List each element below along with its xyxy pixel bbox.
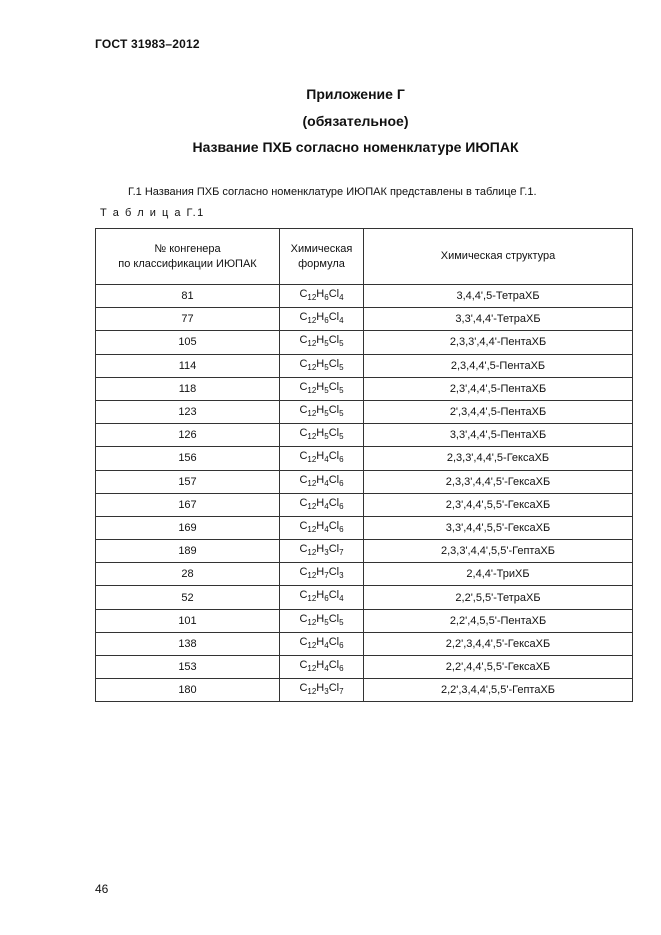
formula-subscript: 5 <box>339 432 344 442</box>
chemical-formula-cell: $C_{12}H_4Cl_6$ <box>280 656 364 679</box>
formula-subscript: 12 <box>307 455 317 465</box>
chemical-structure-cell: 2,2',4,5,5'-ПентаХБ <box>364 609 633 632</box>
formula-subscript: 7 <box>339 548 344 558</box>
formula-subscript: 4 <box>324 525 329 535</box>
chemical-formula-cell: $C_{12}H_5Cl_5$ <box>280 400 364 423</box>
chemical-formula-cell: $C_{12}H_6Cl_4$ <box>280 586 364 609</box>
pcb-names-table <box>95 228 633 702</box>
formula-subscript: 12 <box>307 571 317 581</box>
congener-number-cell: 138 <box>96 632 280 655</box>
formula-subscript: 6 <box>339 501 344 511</box>
formula-subscript: 6 <box>324 594 329 604</box>
table-row <box>96 377 633 400</box>
chemical-formula-cell: $C_{12}H_6Cl_4$ <box>280 308 364 331</box>
chemical-formula-cell: $C_{12}H_4Cl_6$ <box>280 493 364 516</box>
table-row <box>96 656 633 679</box>
chemical-formula-cell: $C_{12}H_3Cl_7$ <box>280 679 364 702</box>
chemical-formula-cell: $C_{12}H_7Cl_3$ <box>280 563 364 586</box>
formula-subscript: 12 <box>307 409 317 419</box>
chemical-formula-cell: $C_{12}H_4Cl_6$ <box>280 470 364 493</box>
formula-subscript: 6 <box>339 455 344 465</box>
formula-subscript: 4 <box>339 594 344 604</box>
formula-subscript: 5 <box>324 617 329 627</box>
header-formula-line1: Химическая <box>290 242 353 255</box>
congener-number-cell: 126 <box>96 424 280 447</box>
chemical-structure-cell: 2,2',4,4',5,5'-ГексаХБ <box>364 656 633 679</box>
chemical-structure-cell: 2,2',3,4,4',5'-ГексаХБ <box>364 632 633 655</box>
intro-paragraph: Г.1 Названия ПХБ согласно номенклатуре ИЮПАК представлены в таблице Г.1. <box>128 186 537 198</box>
formula-subscript: 6 <box>339 641 344 650</box>
formula-subscript: 12 <box>307 432 317 442</box>
chemical-structure-cell: 3,3',4,4',5,5'-ГексаХБ <box>364 516 633 539</box>
formula-subscript: 6 <box>324 316 329 326</box>
table-row <box>96 586 633 609</box>
congener-number-cell: 123 <box>96 400 280 423</box>
header-chemical-structure: Химическая структура <box>364 229 633 285</box>
formula-subscript: 4 <box>324 664 329 674</box>
formula-subscript: 12 <box>307 339 317 349</box>
chemical-formula-cell: $C_{12}H_6Cl_4$ <box>280 285 364 308</box>
annex-heading: Название ПХБ согласно номенклатуре ИЮПАК <box>192 139 519 155</box>
formula-subscript: 5 <box>324 339 329 349</box>
congener-number-cell: 77 <box>96 308 280 331</box>
chemical-formula-cell: $C_{12}H_5Cl_5$ <box>280 331 364 354</box>
annex-title: Приложение Г <box>306 86 405 102</box>
congener-number-cell: 167 <box>96 493 280 516</box>
formula-subscript: 12 <box>307 478 317 488</box>
table-row <box>96 285 633 308</box>
header-congener-line1: № конгенера <box>154 242 221 255</box>
congener-number-cell: 169 <box>96 516 280 539</box>
formula-subscript: 12 <box>307 362 317 372</box>
formula-subscript: 4 <box>324 641 329 650</box>
formula-subscript: 6 <box>339 664 344 674</box>
document-header: ГОСТ 31983–2012 <box>95 37 200 51</box>
congener-number-cell: 157 <box>96 470 280 493</box>
chemical-structure-cell: 2,4,4'-ТриХБ <box>364 563 633 586</box>
chemical-formula-cell: $C_{12}H_5Cl_5$ <box>280 424 364 447</box>
formula-subscript: 5 <box>324 362 329 372</box>
formula-subscript: 4 <box>324 455 329 465</box>
table-row <box>96 609 633 632</box>
formula-subscript: 4 <box>324 501 329 511</box>
formula-subscript: 12 <box>307 316 317 326</box>
formula-subscript: 5 <box>324 432 329 442</box>
chemical-structure-cell: 2,2',5,5'-ТетраХБ <box>364 586 633 609</box>
formula-subscript: 12 <box>307 548 317 558</box>
chemical-structure-cell: 2,3',4,4',5,5'-ГексаХБ <box>364 493 633 516</box>
congener-number-cell: 101 <box>96 609 280 632</box>
formula-subscript: 5 <box>339 385 344 395</box>
table-row <box>96 470 633 493</box>
formula-subscript: 12 <box>307 293 317 303</box>
table-row <box>96 632 633 655</box>
table-header-row <box>96 229 633 285</box>
formula-subscript: 12 <box>307 617 317 627</box>
chemical-formula-cell: $C_{12}H_4Cl_6$ <box>280 447 364 470</box>
congener-number-cell: 180 <box>96 679 280 702</box>
formula-subscript: 5 <box>339 339 344 349</box>
table-row <box>96 516 633 539</box>
formula-subscript: 5 <box>324 385 329 395</box>
chemical-formula-cell: $C_{12}H_5Cl_5$ <box>280 354 364 377</box>
formula-subscript: 12 <box>307 687 317 697</box>
header-congener-line2: по классификации ИЮПАК <box>118 257 257 270</box>
formula-subscript: 6 <box>339 478 344 488</box>
table-row <box>96 493 633 516</box>
formula-subscript: 7 <box>339 687 344 697</box>
formula-subscript: 5 <box>324 409 329 419</box>
table-row <box>96 563 633 586</box>
table-row <box>96 354 633 377</box>
chemical-structure-cell: 3,3',4,4'-ТетраХБ <box>364 308 633 331</box>
congener-number-cell: 153 <box>96 656 280 679</box>
chemical-formula-cell: $C_{12}H_5Cl_5$ <box>280 377 364 400</box>
formula-subscript: 5 <box>339 362 344 372</box>
congener-number-cell: 114 <box>96 354 280 377</box>
chemical-structure-cell: 2,3,3',4,4',5-ГексаХБ <box>364 447 633 470</box>
formula-subscript: 12 <box>307 525 317 535</box>
chemical-formula-cell: $C_{12}H_4Cl_6$ <box>280 632 364 655</box>
page-number: 46 <box>95 882 109 896</box>
formula-subscript: 12 <box>307 641 317 650</box>
chemical-structure-cell: 2,3,3',4,4'-ПентаХБ <box>364 331 633 354</box>
header-congener-number <box>96 229 280 285</box>
header-formula-line2: формула <box>298 257 345 270</box>
formula-subscript: 7 <box>324 571 329 581</box>
formula-subscript: 12 <box>307 594 317 604</box>
formula-subscript: 4 <box>339 316 344 326</box>
chemical-structure-cell: 3,4,4',5-ТетраХБ <box>364 285 633 308</box>
congener-number-cell: 105 <box>96 331 280 354</box>
chemical-structure-cell: 2',3,4,4',5-ПентаХБ <box>364 400 633 423</box>
header-chemical-formula <box>280 229 364 285</box>
chemical-structure-cell: 2,3,3',4,4',5'-ГексаХБ <box>364 470 633 493</box>
table-label: Т а б л и ц а Г.1 <box>100 207 205 219</box>
table-row <box>96 331 633 354</box>
formula-subscript: 6 <box>324 293 329 303</box>
congener-number-cell: 28 <box>96 563 280 586</box>
formula-subscript: 3 <box>324 548 329 558</box>
formula-subscript: 3 <box>324 687 329 697</box>
chemical-formula-cell: $C_{12}H_5Cl_5$ <box>280 609 364 632</box>
table-row <box>96 447 633 470</box>
congener-number-cell: 156 <box>96 447 280 470</box>
chemical-structure-cell: 2,3',4,4',5-ПентаХБ <box>364 377 633 400</box>
table-row <box>96 308 633 331</box>
formula-subscript: 12 <box>307 664 317 674</box>
chemical-formula-cell: $C_{12}H_3Cl_7$ <box>280 540 364 563</box>
chemical-structure-cell: 3,3',4,4',5-ПентаХБ <box>364 424 633 447</box>
table-row <box>96 400 633 423</box>
chemical-structure-cell: 2,3,3',4,4',5,5'-ГептаХБ <box>364 540 633 563</box>
table-row <box>96 424 633 447</box>
chemical-formula-cell: $C_{12}H_4Cl_6$ <box>280 516 364 539</box>
chemical-structure-cell: 2,3,4,4',5-ПентаХБ <box>364 354 633 377</box>
congener-number-cell: 118 <box>96 377 280 400</box>
formula-subscript: 12 <box>307 501 317 511</box>
table-body <box>96 285 633 702</box>
formula-subscript: 6 <box>339 525 344 535</box>
chemical-structure-cell: 2,2',3,4,4',5,5'-ГептаХБ <box>364 679 633 702</box>
formula-subscript: 3 <box>339 571 344 581</box>
table-row <box>96 540 633 563</box>
formula-subscript: 12 <box>307 385 317 395</box>
congener-number-cell: 189 <box>96 540 280 563</box>
congener-number-cell: 52 <box>96 586 280 609</box>
formula-subscript: 4 <box>339 293 344 303</box>
table-row <box>96 679 633 702</box>
congener-number-cell: 81 <box>96 285 280 308</box>
annex-status: (обязательное) <box>302 113 409 129</box>
formula-subscript: 5 <box>339 617 344 627</box>
formula-subscript: 5 <box>339 409 344 419</box>
formula-subscript: 4 <box>324 478 329 488</box>
